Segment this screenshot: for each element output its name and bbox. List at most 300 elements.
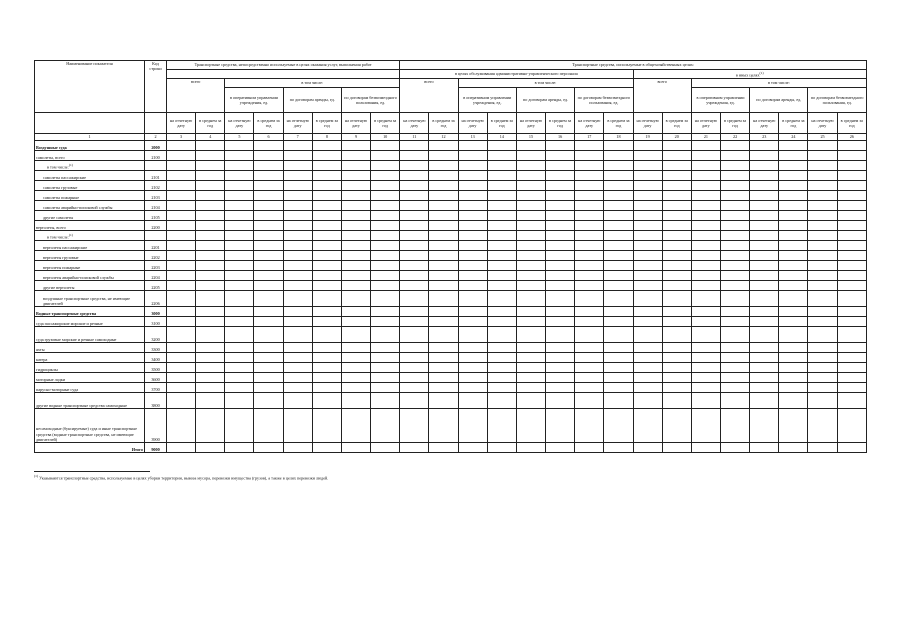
data-cell[interactable] <box>720 327 749 343</box>
data-cell[interactable] <box>720 353 749 363</box>
data-cell[interactable] <box>808 191 837 201</box>
data-cell[interactable] <box>691 261 720 271</box>
data-cell[interactable] <box>604 241 633 251</box>
data-cell[interactable] <box>720 291 749 307</box>
data-cell[interactable] <box>516 317 545 327</box>
data-cell[interactable] <box>750 241 779 251</box>
data-cell[interactable] <box>575 241 604 251</box>
data-cell[interactable] <box>720 383 749 393</box>
data-cell[interactable] <box>312 261 341 271</box>
data-cell[interactable] <box>575 307 604 317</box>
data-cell[interactable] <box>575 443 604 453</box>
data-cell[interactable] <box>720 317 749 327</box>
data-cell[interactable] <box>487 317 516 327</box>
data-cell[interactable] <box>546 383 575 393</box>
data-cell[interactable] <box>312 191 341 201</box>
data-cell[interactable] <box>633 141 662 151</box>
data-cell[interactable] <box>546 353 575 363</box>
data-cell[interactable] <box>341 241 370 251</box>
data-cell[interactable] <box>312 251 341 261</box>
data-cell[interactable] <box>546 161 575 171</box>
data-cell[interactable] <box>371 171 400 181</box>
data-cell[interactable] <box>167 327 196 343</box>
data-cell[interactable] <box>516 221 545 231</box>
data-cell[interactable] <box>458 281 487 291</box>
data-cell[interactable] <box>254 373 283 383</box>
data-cell[interactable] <box>779 171 808 181</box>
data-cell[interactable] <box>691 291 720 307</box>
data-cell[interactable] <box>371 443 400 453</box>
data-cell[interactable] <box>341 327 370 343</box>
data-cell[interactable] <box>808 327 837 343</box>
data-cell[interactable] <box>458 443 487 453</box>
data-cell[interactable] <box>487 231 516 241</box>
data-cell[interactable] <box>254 141 283 151</box>
data-cell[interactable] <box>546 343 575 353</box>
data-cell[interactable] <box>516 171 545 181</box>
data-cell[interactable] <box>487 373 516 383</box>
data-cell[interactable] <box>546 251 575 261</box>
data-cell[interactable] <box>371 271 400 281</box>
data-cell[interactable] <box>575 271 604 281</box>
data-cell[interactable] <box>196 201 225 211</box>
data-cell[interactable] <box>750 181 779 191</box>
data-cell[interactable] <box>604 251 633 261</box>
data-cell[interactable] <box>837 363 866 373</box>
data-cell[interactable] <box>429 251 458 261</box>
data-cell[interactable] <box>341 353 370 363</box>
data-cell[interactable] <box>750 343 779 353</box>
data-cell[interactable] <box>429 443 458 453</box>
data-cell[interactable] <box>837 261 866 271</box>
data-cell[interactable] <box>604 393 633 409</box>
data-cell[interactable] <box>458 151 487 161</box>
data-cell[interactable] <box>167 353 196 363</box>
data-cell[interactable] <box>429 343 458 353</box>
data-cell[interactable] <box>254 393 283 409</box>
data-cell[interactable] <box>283 291 312 307</box>
data-cell[interactable] <box>167 241 196 251</box>
data-cell[interactable] <box>225 373 254 383</box>
data-cell[interactable] <box>283 363 312 373</box>
data-cell[interactable] <box>720 307 749 317</box>
data-cell[interactable] <box>546 241 575 251</box>
data-cell[interactable] <box>371 343 400 353</box>
data-cell[interactable] <box>283 161 312 171</box>
data-cell[interactable] <box>808 221 837 231</box>
data-cell[interactable] <box>283 343 312 353</box>
data-cell[interactable] <box>487 191 516 201</box>
data-cell[interactable] <box>196 353 225 363</box>
data-cell[interactable] <box>662 271 691 281</box>
data-cell[interactable] <box>546 221 575 231</box>
data-cell[interactable] <box>429 161 458 171</box>
data-cell[interactable] <box>283 281 312 291</box>
data-cell[interactable] <box>283 151 312 161</box>
data-cell[interactable] <box>225 317 254 327</box>
data-cell[interactable] <box>225 343 254 353</box>
data-cell[interactable] <box>516 191 545 201</box>
data-cell[interactable] <box>371 383 400 393</box>
data-cell[interactable] <box>808 171 837 181</box>
data-cell[interactable] <box>487 221 516 231</box>
data-cell[interactable] <box>400 201 429 211</box>
data-cell[interactable] <box>312 151 341 161</box>
data-cell[interactable] <box>400 151 429 161</box>
data-cell[interactable] <box>837 281 866 291</box>
data-cell[interactable] <box>575 353 604 363</box>
data-cell[interactable] <box>225 409 254 443</box>
data-cell[interactable] <box>779 141 808 151</box>
data-cell[interactable] <box>691 161 720 171</box>
data-cell[interactable] <box>720 373 749 383</box>
data-cell[interactable] <box>779 261 808 271</box>
data-cell[interactable] <box>341 373 370 383</box>
data-cell[interactable] <box>837 191 866 201</box>
data-cell[interactable] <box>400 383 429 393</box>
data-cell[interactable] <box>720 231 749 241</box>
data-cell[interactable] <box>779 221 808 231</box>
data-cell[interactable] <box>254 443 283 453</box>
data-cell[interactable] <box>429 327 458 343</box>
data-cell[interactable] <box>575 211 604 221</box>
data-cell[interactable] <box>604 291 633 307</box>
data-cell[interactable] <box>633 307 662 317</box>
data-cell[interactable] <box>750 201 779 211</box>
data-cell[interactable] <box>720 141 749 151</box>
data-cell[interactable] <box>429 291 458 307</box>
data-cell[interactable] <box>604 363 633 373</box>
data-cell[interactable] <box>604 307 633 317</box>
data-cell[interactable] <box>400 191 429 201</box>
data-cell[interactable] <box>225 141 254 151</box>
data-cell[interactable] <box>341 343 370 353</box>
data-cell[interactable] <box>720 241 749 251</box>
data-cell[interactable] <box>633 251 662 261</box>
data-cell[interactable] <box>633 221 662 231</box>
data-cell[interactable] <box>400 271 429 281</box>
data-cell[interactable] <box>546 281 575 291</box>
data-cell[interactable] <box>283 353 312 363</box>
data-cell[interactable] <box>400 409 429 443</box>
data-cell[interactable] <box>167 317 196 327</box>
data-cell[interactable] <box>750 291 779 307</box>
data-cell[interactable] <box>458 161 487 171</box>
data-cell[interactable] <box>750 317 779 327</box>
data-cell[interactable] <box>196 281 225 291</box>
data-cell[interactable] <box>429 383 458 393</box>
data-cell[interactable] <box>312 211 341 221</box>
data-cell[interactable] <box>604 317 633 327</box>
data-cell[interactable] <box>750 151 779 161</box>
data-cell[interactable] <box>283 443 312 453</box>
data-cell[interactable] <box>196 327 225 343</box>
data-cell[interactable] <box>808 307 837 317</box>
data-cell[interactable] <box>546 363 575 373</box>
data-cell[interactable] <box>604 343 633 353</box>
data-cell[interactable] <box>196 211 225 221</box>
data-cell[interactable] <box>808 363 837 373</box>
data-cell[interactable] <box>254 343 283 353</box>
data-cell[interactable] <box>487 383 516 393</box>
data-cell[interactable] <box>604 353 633 363</box>
data-cell[interactable] <box>516 363 545 373</box>
data-cell[interactable] <box>254 161 283 171</box>
data-cell[interactable] <box>458 221 487 231</box>
data-cell[interactable] <box>779 409 808 443</box>
data-cell[interactable] <box>779 151 808 161</box>
data-cell[interactable] <box>283 271 312 281</box>
data-cell[interactable] <box>691 317 720 327</box>
data-cell[interactable] <box>283 261 312 271</box>
data-cell[interactable] <box>516 343 545 353</box>
data-cell[interactable] <box>341 151 370 161</box>
data-cell[interactable] <box>341 383 370 393</box>
data-cell[interactable] <box>312 353 341 363</box>
data-cell[interactable] <box>516 151 545 161</box>
data-cell[interactable] <box>516 327 545 343</box>
data-cell[interactable] <box>283 191 312 201</box>
data-cell[interactable] <box>371 141 400 151</box>
data-cell[interactable] <box>429 171 458 181</box>
data-cell[interactable] <box>312 201 341 211</box>
data-cell[interactable] <box>604 271 633 281</box>
data-cell[interactable] <box>633 271 662 281</box>
data-cell[interactable] <box>575 383 604 393</box>
data-cell[interactable] <box>662 291 691 307</box>
data-cell[interactable] <box>516 443 545 453</box>
data-cell[interactable] <box>196 141 225 151</box>
data-cell[interactable] <box>750 327 779 343</box>
data-cell[interactable] <box>575 181 604 191</box>
data-cell[interactable] <box>341 393 370 409</box>
data-cell[interactable] <box>691 327 720 343</box>
data-cell[interactable] <box>254 231 283 241</box>
data-cell[interactable] <box>691 211 720 221</box>
data-cell[interactable] <box>371 241 400 251</box>
data-cell[interactable] <box>691 271 720 281</box>
data-cell[interactable] <box>225 181 254 191</box>
data-cell[interactable] <box>604 261 633 271</box>
data-cell[interactable] <box>487 171 516 181</box>
data-cell[interactable] <box>458 353 487 363</box>
data-cell[interactable] <box>575 393 604 409</box>
data-cell[interactable] <box>458 307 487 317</box>
data-cell[interactable] <box>604 409 633 443</box>
data-cell[interactable] <box>808 353 837 363</box>
data-cell[interactable] <box>225 191 254 201</box>
data-cell[interactable] <box>837 327 866 343</box>
data-cell[interactable] <box>604 443 633 453</box>
data-cell[interactable] <box>633 211 662 221</box>
data-cell[interactable] <box>429 409 458 443</box>
data-cell[interactable] <box>458 363 487 373</box>
data-cell[interactable] <box>604 161 633 171</box>
data-cell[interactable] <box>691 353 720 363</box>
data-cell[interactable] <box>604 211 633 221</box>
data-cell[interactable] <box>750 261 779 271</box>
data-cell[interactable] <box>341 211 370 221</box>
data-cell[interactable] <box>167 307 196 317</box>
data-cell[interactable] <box>604 281 633 291</box>
data-cell[interactable] <box>662 201 691 211</box>
data-cell[interactable] <box>662 181 691 191</box>
data-cell[interactable] <box>341 363 370 373</box>
data-cell[interactable] <box>516 261 545 271</box>
data-cell[interactable] <box>371 251 400 261</box>
data-cell[interactable] <box>487 241 516 251</box>
data-cell[interactable] <box>662 151 691 161</box>
data-cell[interactable] <box>633 261 662 271</box>
data-cell[interactable] <box>837 181 866 191</box>
data-cell[interactable] <box>429 221 458 231</box>
data-cell[interactable] <box>750 161 779 171</box>
data-cell[interactable] <box>633 443 662 453</box>
data-cell[interactable] <box>720 151 749 161</box>
data-cell[interactable] <box>458 241 487 251</box>
data-cell[interactable] <box>779 363 808 373</box>
data-cell[interactable] <box>254 211 283 221</box>
data-cell[interactable] <box>312 343 341 353</box>
data-cell[interactable] <box>167 393 196 409</box>
data-cell[interactable] <box>779 443 808 453</box>
data-cell[interactable] <box>196 393 225 409</box>
data-cell[interactable] <box>633 161 662 171</box>
data-cell[interactable] <box>312 373 341 383</box>
data-cell[interactable] <box>312 161 341 171</box>
data-cell[interactable] <box>254 317 283 327</box>
data-cell[interactable] <box>371 327 400 343</box>
data-cell[interactable] <box>400 251 429 261</box>
data-cell[interactable] <box>546 151 575 161</box>
data-cell[interactable] <box>691 343 720 353</box>
data-cell[interactable] <box>516 241 545 251</box>
data-cell[interactable] <box>779 291 808 307</box>
data-cell[interactable] <box>196 373 225 383</box>
data-cell[interactable] <box>283 393 312 409</box>
data-cell[interactable] <box>400 261 429 271</box>
data-cell[interactable] <box>487 443 516 453</box>
data-cell[interactable] <box>341 251 370 261</box>
data-cell[interactable] <box>633 373 662 383</box>
data-cell[interactable] <box>341 161 370 171</box>
data-cell[interactable] <box>283 409 312 443</box>
data-cell[interactable] <box>254 281 283 291</box>
data-cell[interactable] <box>167 383 196 393</box>
data-cell[interactable] <box>662 251 691 261</box>
data-cell[interactable] <box>429 211 458 221</box>
data-cell[interactable] <box>662 353 691 363</box>
data-cell[interactable] <box>720 393 749 409</box>
data-cell[interactable] <box>312 409 341 443</box>
data-cell[interactable] <box>546 317 575 327</box>
data-cell[interactable] <box>487 291 516 307</box>
data-cell[interactable] <box>283 317 312 327</box>
data-cell[interactable] <box>750 141 779 151</box>
data-cell[interactable] <box>691 443 720 453</box>
data-cell[interactable] <box>633 393 662 409</box>
data-cell[interactable] <box>779 383 808 393</box>
data-cell[interactable] <box>487 151 516 161</box>
data-cell[interactable] <box>341 141 370 151</box>
data-cell[interactable] <box>283 211 312 221</box>
data-cell[interactable] <box>575 409 604 443</box>
data-cell[interactable] <box>779 241 808 251</box>
data-cell[interactable] <box>400 291 429 307</box>
data-cell[interactable] <box>225 363 254 373</box>
data-cell[interactable] <box>691 363 720 373</box>
data-cell[interactable] <box>546 191 575 201</box>
data-cell[interactable] <box>371 151 400 161</box>
data-cell[interactable] <box>633 363 662 373</box>
data-cell[interactable] <box>487 141 516 151</box>
data-cell[interactable] <box>691 307 720 317</box>
data-cell[interactable] <box>633 281 662 291</box>
data-cell[interactable] <box>312 141 341 151</box>
data-cell[interactable] <box>575 151 604 161</box>
data-cell[interactable] <box>720 161 749 171</box>
data-cell[interactable] <box>341 231 370 241</box>
data-cell[interactable] <box>400 443 429 453</box>
data-cell[interactable] <box>808 241 837 251</box>
data-cell[interactable] <box>458 231 487 241</box>
data-cell[interactable] <box>750 171 779 181</box>
data-cell[interactable] <box>662 409 691 443</box>
data-cell[interactable] <box>575 191 604 201</box>
data-cell[interactable] <box>720 191 749 201</box>
data-cell[interactable] <box>750 281 779 291</box>
data-cell[interactable] <box>808 409 837 443</box>
data-cell[interactable] <box>779 317 808 327</box>
data-cell[interactable] <box>604 191 633 201</box>
data-cell[interactable] <box>575 261 604 271</box>
data-cell[interactable] <box>196 307 225 317</box>
data-cell[interactable] <box>720 221 749 231</box>
data-cell[interactable] <box>312 383 341 393</box>
data-cell[interactable] <box>575 281 604 291</box>
data-cell[interactable] <box>429 201 458 211</box>
data-cell[interactable] <box>633 291 662 307</box>
data-cell[interactable] <box>429 363 458 373</box>
data-cell[interactable] <box>837 343 866 353</box>
data-cell[interactable] <box>487 261 516 271</box>
data-cell[interactable] <box>750 307 779 317</box>
data-cell[interactable] <box>312 221 341 231</box>
data-cell[interactable] <box>487 327 516 343</box>
data-cell[interactable] <box>167 261 196 271</box>
data-cell[interactable] <box>487 271 516 281</box>
data-cell[interactable] <box>458 171 487 181</box>
data-cell[interactable] <box>662 383 691 393</box>
data-cell[interactable] <box>487 181 516 191</box>
data-cell[interactable] <box>400 343 429 353</box>
data-cell[interactable] <box>487 343 516 353</box>
data-cell[interactable] <box>283 327 312 343</box>
data-cell[interactable] <box>429 231 458 241</box>
data-cell[interactable] <box>400 161 429 171</box>
data-cell[interactable] <box>808 281 837 291</box>
data-cell[interactable] <box>808 383 837 393</box>
data-cell[interactable] <box>458 191 487 201</box>
data-cell[interactable] <box>516 141 545 151</box>
data-cell[interactable] <box>575 231 604 241</box>
data-cell[interactable] <box>546 141 575 151</box>
data-cell[interactable] <box>633 201 662 211</box>
data-cell[interactable] <box>808 393 837 409</box>
data-cell[interactable] <box>720 343 749 353</box>
data-cell[interactable] <box>720 281 749 291</box>
data-cell[interactable] <box>400 353 429 363</box>
